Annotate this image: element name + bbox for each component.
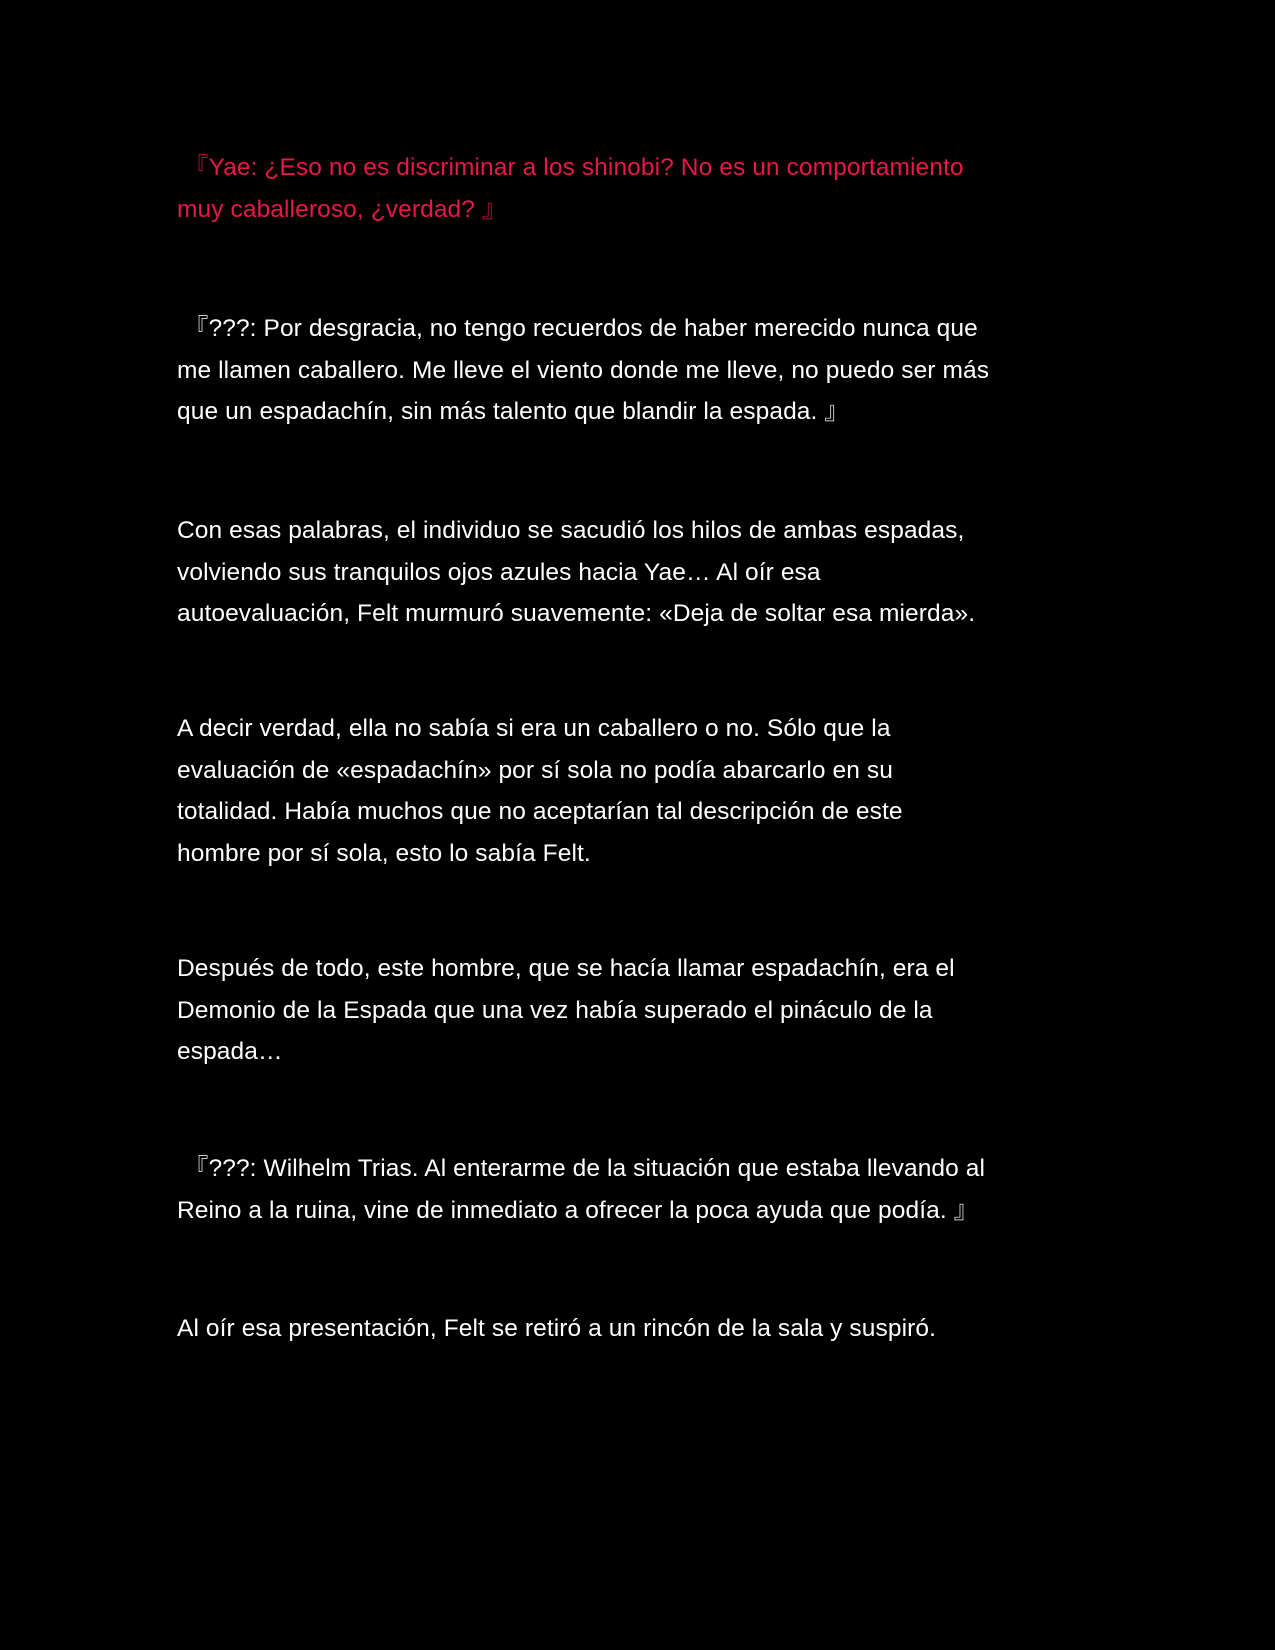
text-line: autoevaluación, Felt murmuró suavemente: «Deja de soltar esa mierda».: [177, 600, 976, 627]
text-line: Después de todo, este hombre, que se hacía llamar espadachín, era el: [177, 955, 955, 982]
narration-paragraph: [177, 510, 1107, 635]
text-line: Demonio de la Espada que una vez había superado el pináculo de la: [177, 996, 933, 1024]
text-line: 『Yae: ¿Eso no es discriminar a los shinobi? No es un comportamiento: [177, 154, 964, 181]
text-line: 『???: Por desgracia, no tengo recuerdos de haber merecido nunca que: [177, 315, 978, 342]
dialogue-yae: [177, 147, 1107, 230]
text-line: 『???: Wilhelm Trias. Al enterarme de la situación que estaba llevando al: [177, 1155, 986, 1182]
narration-paragraph: [177, 1308, 1107, 1350]
text-line: que un espadachín, sin más talento que blandir la espada. 』: [177, 398, 849, 425]
dialogue-unknown-swordsman: [177, 308, 1107, 433]
text-line: muy caballeroso, ¿verdad? 』: [177, 195, 507, 223]
text-line: volviendo sus tranquilos ojos azules hacia Yae… Al oír esa: [177, 558, 821, 586]
text-line: me llamen caballero. Me lleve el viento donde me lleve, no puedo ser más: [177, 356, 990, 384]
narration-paragraph: [177, 948, 1107, 1073]
text-line: Al oír esa presentación, Felt se retiró a un rincón de la sala y suspiró.: [177, 1315, 937, 1342]
text-line: totalidad. Había muchos que no aceptarían tal descripción de este: [177, 798, 903, 825]
narration-paragraph: [177, 708, 1107, 874]
text-line: espada…: [177, 1038, 283, 1065]
text-line: Reino a la ruina, vine de inmediato a ofrecer la poca ayuda que podía. 』: [177, 1196, 979, 1224]
text-line: Con esas palabras, el individuo se sacudió los hilos de ambas espadas,: [177, 517, 965, 544]
text-line: evaluación de «espadachín» por sí sola no podía abarcarlo en su: [177, 756, 893, 784]
dialogue-wilhelm: [177, 1148, 1107, 1231]
text-line: A decir verdad, ella no sabía si era un caballero o no. Sólo que la: [177, 715, 891, 742]
text-line: hombre por sí sola, esto lo sabía Felt.: [177, 839, 591, 867]
